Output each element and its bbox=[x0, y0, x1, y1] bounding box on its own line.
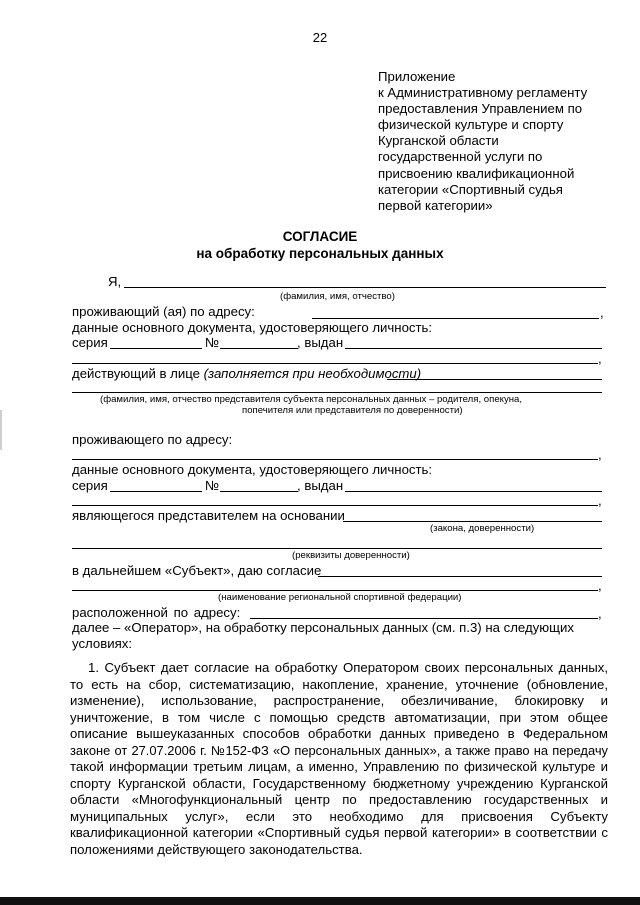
issued-comma: , bbox=[598, 351, 602, 366]
clause-line: описание вышеуказанных способов обработки данных приведено в Федеральном bbox=[70, 726, 608, 741]
located-label: расположенной по адресу: bbox=[72, 605, 241, 620]
page-number: 22 bbox=[312, 30, 328, 45]
rep-series-label: серия bbox=[72, 478, 108, 493]
fio-hint: (фамилия, имя, отчество) bbox=[280, 291, 395, 302]
acting-label bbox=[72, 366, 421, 382]
clause-line: области «Многофункциональный центр по предоставлению государственных и bbox=[70, 792, 608, 807]
series-field[interactable] bbox=[110, 348, 202, 349]
clause-line: то есть на сбор, систематизацию, накопление, хранение, уточнение (обновление, bbox=[70, 676, 608, 692]
issued-field[interactable] bbox=[345, 348, 602, 349]
rep-series-field[interactable] bbox=[110, 491, 202, 492]
appendix-block bbox=[378, 69, 587, 214]
rep-number-label: № bbox=[205, 478, 220, 493]
clause-line: изменение), использование, распространение, обезличивание, блокировку и bbox=[70, 693, 608, 708]
federation-field[interactable] bbox=[318, 576, 602, 577]
scan-bottom-edge bbox=[0, 897, 640, 905]
appendix-line: предоставления Управлением по bbox=[378, 101, 583, 117]
issued-field-continued[interactable] bbox=[72, 363, 598, 364]
address-field[interactable] bbox=[312, 318, 599, 319]
rep-issued-field-continued[interactable] bbox=[72, 505, 598, 506]
document-subtitle: на обработку персональных данных bbox=[196, 246, 444, 261]
clause-1 bbox=[70, 660, 608, 858]
rep-address-label: проживающего по адресу: bbox=[72, 432, 233, 447]
acting-field[interactable] bbox=[387, 379, 602, 380]
located-comma: , bbox=[598, 606, 602, 621]
basis-hint: (закона, доверенности) bbox=[430, 523, 535, 534]
appendix-line: Курганской области bbox=[378, 133, 499, 149]
address-label: проживающий (ая) по адресу: bbox=[72, 304, 255, 319]
number-label: № bbox=[205, 335, 220, 350]
rep-address-field[interactable] bbox=[72, 459, 598, 460]
basis-field[interactable] bbox=[343, 521, 602, 522]
appendix-line: первой категории» bbox=[378, 197, 493, 213]
rep-issued-comma: , bbox=[598, 493, 602, 508]
representative-hint-1: (фамилия, имя, отчество представителя субъекта персональных данных – родителя, опекуна, bbox=[100, 394, 523, 405]
rep-address-comma: , bbox=[598, 447, 602, 462]
scan-edge-mark bbox=[0, 410, 2, 450]
federation-hint: (наименование региональной спортивной федерации) bbox=[218, 592, 462, 603]
clause-line: 1. Субъект дает согласие на обработку Оператором своих персональных данных, bbox=[88, 660, 608, 675]
address-comma: , bbox=[600, 305, 604, 320]
document-title: СОГЛАСИЕ bbox=[282, 229, 358, 244]
appendix-line: физической культуре и спорту bbox=[378, 117, 564, 133]
clause-line: такой информации третьим лицам, а именно, Управлению по физической культуре и bbox=[70, 759, 608, 774]
fio-field[interactable] bbox=[124, 287, 606, 288]
federation-field-continued[interactable] bbox=[72, 590, 598, 591]
appendix-line: Приложение bbox=[378, 69, 456, 84]
located-field[interactable] bbox=[250, 618, 598, 619]
power-hint: (реквизиты доверенности) bbox=[292, 550, 410, 561]
power-of-attorney-field[interactable] bbox=[72, 548, 602, 549]
clause-line: законе от 27.07.2006 г. №152-ФЗ «О персональных данных», а также право на передачу bbox=[70, 742, 608, 758]
acting-label-text: действующий в лице bbox=[72, 366, 200, 381]
appendix-line: государственной услуги по bbox=[378, 149, 543, 165]
acting-note: (заполняется при необходимости) bbox=[203, 366, 422, 381]
representative-field[interactable] bbox=[72, 392, 602, 393]
rep-issued-label: , выдан bbox=[297, 478, 344, 493]
clause-line: муниципальных услуг», если это необходимо для присвоения Субъекту bbox=[70, 808, 608, 824]
operator-line-1: далее – «Оператор», на обработку персональных данных (см. п.3) на следующих bbox=[72, 620, 574, 635]
appendix-line: категории «Спортивный судья bbox=[378, 181, 563, 197]
series-label: серия bbox=[72, 335, 108, 350]
issued-label: , выдан bbox=[297, 335, 344, 350]
appendix-line: присвоению квалификационной bbox=[378, 165, 575, 181]
rep-doc-label: данные основного документа, удостоверяющего личность: bbox=[72, 462, 433, 477]
ya-label: Я, bbox=[108, 274, 122, 289]
rep-issued-field[interactable] bbox=[345, 491, 602, 492]
clause-line: квалификационной категории «Спортивный судья первой категории» в соответствии с bbox=[70, 825, 608, 840]
operator-line-2: условиях: bbox=[72, 636, 132, 651]
basis-label: являющегося представителем на основании bbox=[72, 508, 345, 523]
number-field[interactable] bbox=[220, 348, 298, 349]
rep-number-field[interactable] bbox=[220, 491, 298, 492]
clause-line: положениями действующего законодательства. bbox=[70, 841, 363, 857]
representative-hint-2: попечителя или представителя по доверенности) bbox=[242, 405, 463, 416]
clause-line: спорту Курганской области, Государственному бюджетному учреждению Курганской bbox=[70, 775, 608, 791]
doc-label: данные основного документа, удостоверяющего личность: bbox=[72, 320, 433, 335]
appendix-line: к Административному регламенту bbox=[378, 85, 588, 101]
federation-comma: , bbox=[598, 578, 602, 593]
clause-line: уничтожение, в том числе с помощью средств автоматизации, при этом общее bbox=[70, 709, 608, 725]
subject-consent-label: в дальнейшем «Субъект», даю согласие bbox=[72, 563, 322, 578]
